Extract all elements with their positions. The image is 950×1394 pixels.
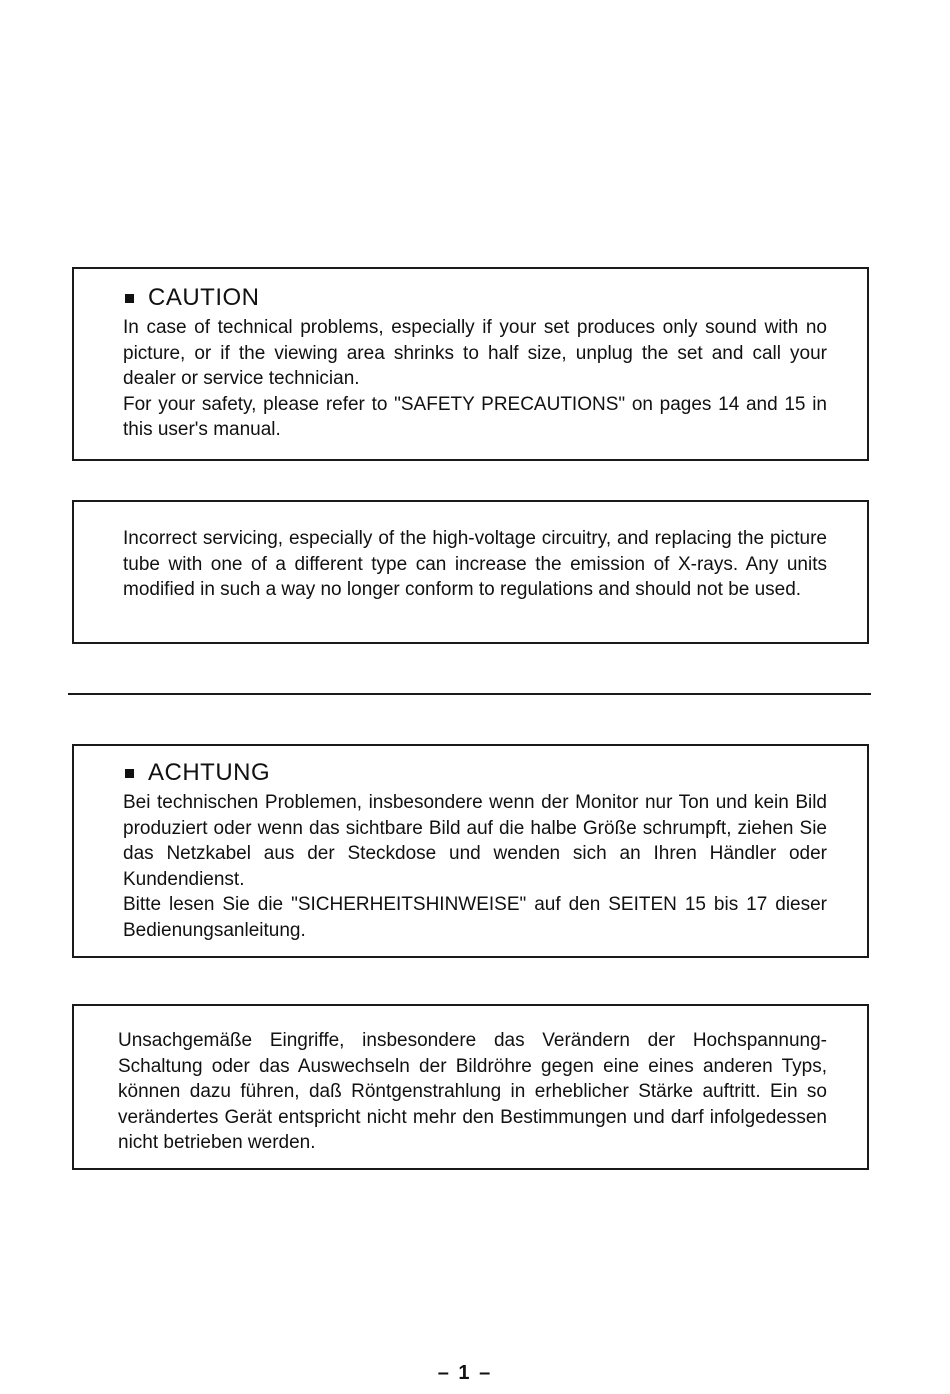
achtung-content: [123, 758, 827, 943]
caution-paragraph-2: For your safety, please refer to "SAFETY PRECAUTIONS" on pages 14 and 15 in this user's manual.: [123, 393, 827, 440]
page-number: – 1 –: [437, 1362, 493, 1384]
german-notice-content: [118, 1028, 827, 1156]
xray-notice-content: [123, 526, 827, 603]
german-notice-box: [72, 1004, 869, 1170]
xray-notice-box: [72, 500, 869, 644]
achtung-box: [72, 744, 869, 958]
achtung-paragraph-1: Bei technischen Problemen, insbesondere wenn der Monitor nur Ton und kein Bild produziert oder wenn das sichtbare Bild auf die halbe Größe schrumpft, ziehen Sie das Netzkabel aus der Steckdose und wenden sich an Ihren Händler oder Kundendienst.: [123, 792, 827, 890]
caution-heading: [123, 283, 827, 313]
square-bullet-icon: [125, 294, 134, 303]
xray-notice-paragraph: Incorrect servicing, especially of the high-voltage circuitry, and replacing the picture tube with one of a different type can increase the emission of X-rays. Any units modified in such a way no longer conform to regulations and should not be used.: [123, 528, 827, 600]
caution-content: [123, 283, 827, 443]
caution-box: [72, 267, 869, 461]
achtung-paragraph-2: Bitte lesen Sie die "SICHERHEITSHINWEISE" auf den SEITEN 15 bis 17 dieser Bedienungsanleitung.: [123, 894, 827, 941]
caution-heading-text: CAUTION: [148, 284, 260, 311]
section-divider: [68, 693, 871, 695]
achtung-heading: [123, 758, 827, 788]
caution-paragraph-1: In case of technical problems, especially if your set produces only sound with no picture, or if the viewing area shrinks to half size, unplug the set and call your dealer or service technician.: [123, 317, 827, 389]
german-notice-paragraph: Unsachgemäße Eingriffe, insbesondere das Verändern der Hochspannung-Schaltung oder das Auswechseln der Bildröhre gegen eine eines anderen Typs, können dazu führen, daß Röntgenstrahlung in erheblicher Stärke auftritt. Ein so verändertes Gerät entspricht nicht mehr den Bestimmungen und darf infolgedessen nicht betrieben werden.: [118, 1030, 827, 1153]
achtung-heading-text: ACHTUNG: [148, 759, 271, 786]
square-bullet-icon: [125, 769, 134, 778]
